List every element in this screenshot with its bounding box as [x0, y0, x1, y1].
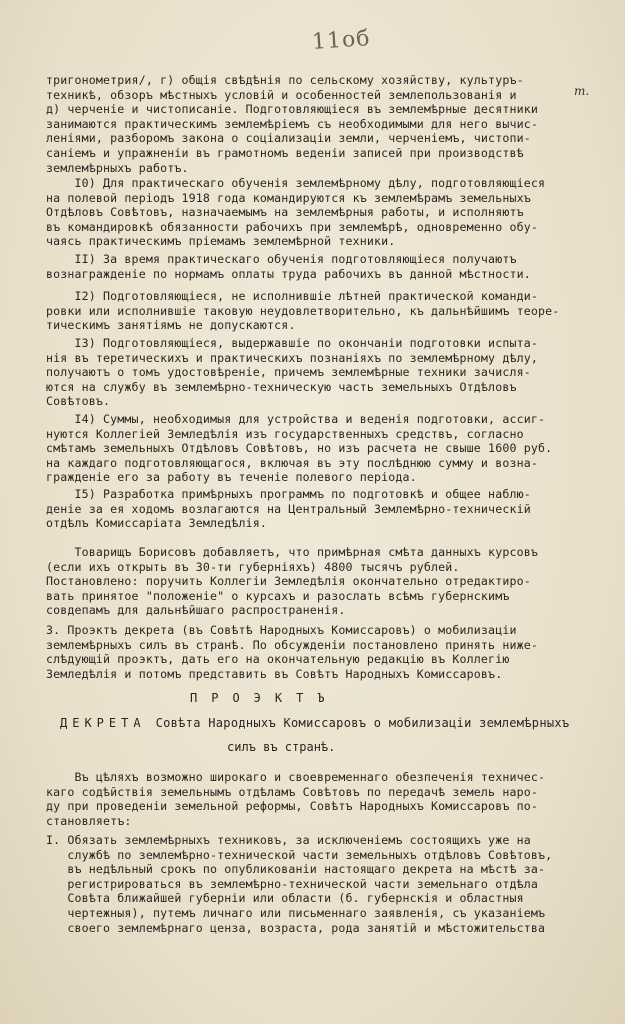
paragraph-preamble: Въ цѣляхъ возможно широкаго и своевременнаго обезпеченія техничес- каго содѣйствія земельнымъ отдѣламъ Совѣтовъ по передачѣ земель наро- ду при проведеніи земельной реформы, Совѣтъ Народныхъ Комиссаровъ по- становляетъ:: [46, 770, 546, 828]
margin-note: т.: [574, 84, 590, 98]
heading-dekret-rest: Совѣта Народныхъ Комиссаровъ о мобилизаціи землемѣрныхъ: [155, 716, 570, 730]
heading-proekt: ПРОЭКТЪ: [190, 691, 339, 705]
paragraph-10: I0) Для практическаго обученія землемѣрному дѣлу, подготовляющіеся на полевой періодъ 1918 года командируются къ землемѣрамъ земельныхъ Отдѣловъ Совѣтовъ, назначаемымъ на землемѣрныя работы, и исполняютъ въ командировкѣ обязанности рабочихъ при землемѣрѣ, одновременно обу- чаясь практическимъ пріемамъ землемѣрной техники.: [46, 176, 546, 249]
paragraph-12: I2) Подготовляющіеся, не исполнившіе лѣтней практической команди- ровки или исполнившіе таковую неудовлетворительно, къ дальнѣйшимъ теоре- тическимъ занятіямъ не допускаются.: [46, 289, 560, 333]
heading-dekret-word: ДЕКРЕТА: [60, 716, 146, 730]
paragraph-15: I5) Разработка примѣрныхъ программъ по подготовкѣ и общее наблю- деніе за ея ходомъ возлагаются на Центральный Землемѣрно-техническій отдѣлъ Комиссаріата Земледѣлія.: [46, 487, 531, 531]
paragraph-borisov: Товарищъ Борисовъ добавляетъ, что примѣрная смѣта данныхъ курсовъ (если ихъ открыть въ 30-ти губерніяхъ) 4800 тысячъ рублей. Постановлено: поручить Коллегіи Земледѣлія окончательно отредактиро- вать принятое "положеніе" о курсахъ и разослать всѣмъ губернскимъ совдепамъ для дальнѣйшаго распространенія.: [46, 545, 538, 618]
heading-dekret-line2: силъ въ странѣ.: [227, 740, 336, 754]
heading-dekret: [60, 716, 569, 730]
paragraph-13: I3) Подготовляющіеся, выдержавшіе по окончаніи подготовки испыта- нія въ теретическихъ и практическихъ познаніяхъ по землемѣрному дѣлу, получаютъ о томъ удостовѣреніе, причемъ землемѣрные техники зачисля- ются на службу въ землемѣрно-техническую часть земельныхъ Отдѣловъ Совѣтовъ.: [46, 336, 538, 409]
paragraph-item-1: I. Обязать землемѣрныхъ техниковъ, за исключеніемъ состоящихъ уже на службѣ по землемѣрно-технической части земельныхъ отдѣловъ Совѣтовъ, въ недѣльный срокъ по опубликованіи настоящаго декрета на мѣстѣ за- регистрироваться въ землемѣрно-технической части земельнаго отдѣла Совѣта ближайшей губерніи или области (б. губернскія и областныя чертежныя), путемъ личнаго или письменнаго заявленія, съ указаніемъ своего землемѣрнаго ценза, возраста, рода занятій и мѣстожительства: [46, 833, 553, 935]
paragraph-11: II) За время практическаго обученія подготовляющіеся получаютъ вознагражденіе по нормамъ оплаты труда рабочихъ въ данной мѣстности.: [46, 252, 531, 281]
paragraph-14: I4) Суммы, необходимыя для устройства и веденія подготовки, ассиг- нуются Коллегіей Земледѣлія изъ государственныхъ средствъ, согласно смѣтамъ земельныхъ Отдѣловъ Совѣтовъ, но изъ расчета не свыше 1600 руб. на каждаго подготовляющагося, включая въ эту послѣднюю сумму и возна- гражденіе его за работу въ теченіе полевого періода.: [46, 412, 553, 485]
paragraph-intro: тригонометрия/, г) общія свѣдѣнія по сельскому хозяйству, культуръ- техникѣ, обзоръ мѣстныхъ условій и особенностей землепользованія и д) черченіе и чистописаніе. Подготовляющіеся въ землемѣрные десятники занимаются практическимъ землемѣріемъ съ необходимыми для него вычис- леніями, разборомъ закона о соціализаціи земли, черченіемъ, чистопи- саніемъ и упражненіи въ грамотномъ веденіи записей при производствѣ землемѣрныхъ работъ.: [46, 73, 538, 175]
paragraph-3: 3. Проэктъ декрета (въ Совѣтѣ Народныхъ Комиссаровъ) о мобилизаціи землемѣрныхъ силъ въ странѣ. По обсужденіи постановлено принять ниже- слѣдующій проэктъ, дать его на окончательную редакцію въ Коллегію Земледѣлія и потомъ представить въ Совѣтъ Народныхъ Комиссаровъ.: [46, 623, 538, 681]
page-number: 11об: [311, 25, 372, 56]
